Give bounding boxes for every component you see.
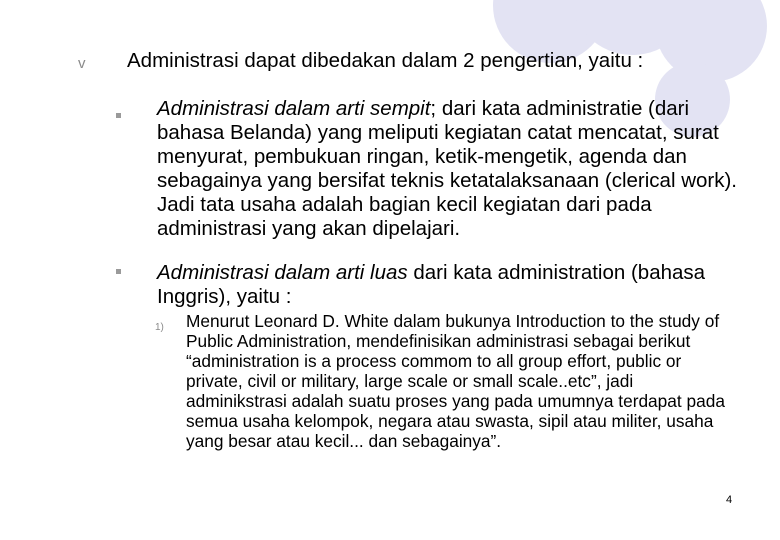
term-broad-sense: Administrasi dalam arti luas (157, 261, 408, 284)
square-bullet-icon (114, 111, 122, 119)
list-item-narrow-sense (157, 97, 737, 241)
square-bullet-icon (114, 267, 122, 275)
sub-item-white-definition: Menurut Leonard D. White dalam bukunya Introduction to the study of Public Administration, mendefinisikan administrasi sebagai berikut “administration is a process commom to all group effort, public or private, civil or military, large scale or small scale..etc”, jadi adminikstrasi adalah suatu proses yang pada umumnya terdapat pada semua usaha kelompok, negara atau swasta, sipil atau militer, usaha yang besar atau kecil... dan sebagainya”. (186, 311, 725, 451)
checkmark-bullet-icon: v (78, 55, 86, 72)
page-number: 4 (726, 494, 733, 506)
term-narrow-sense: Administrasi dalam arti sempit (157, 97, 431, 120)
numbered-marker: 1) (155, 322, 164, 333)
definition-broad-sense: dari kata administration (bahasa Inggris), yaitu : (157, 261, 706, 308)
definition-narrow-sense: ; dari kata administratie (dari bahasa Belanda) yang meliputi kegiatan catat mencatat, surat menyurat, pembukuan ringan, ketik-mengetik, agenda dan sebagainya yang bersifat teknis ketatalaksanaan (clerical work). Jadi tata usaha adalah bagian kecil kegiatan dari pada administrasi yang akan dipelajari. (157, 97, 737, 240)
intro-text: Administrasi dapat dibedakan dalam 2 pengertian, yaitu : (127, 49, 644, 72)
list-item-broad-sense (157, 261, 737, 309)
